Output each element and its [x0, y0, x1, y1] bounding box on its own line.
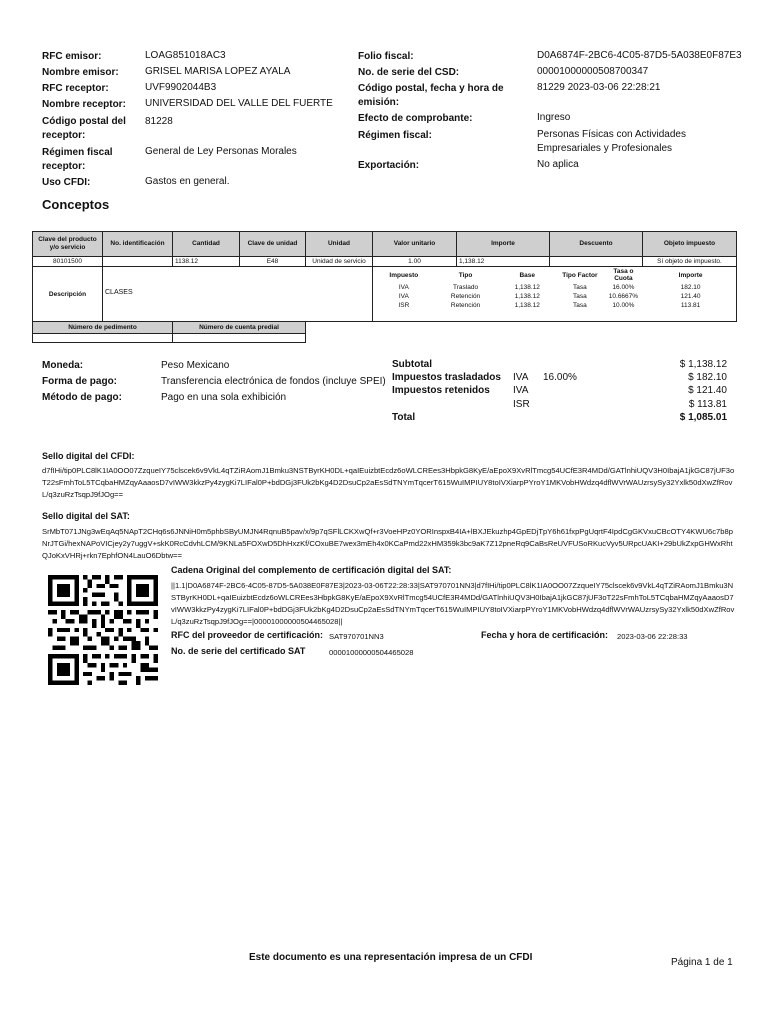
folio-fiscal-value: D0A6874F-2BC6-4C05-87D5-5A038E0F87E3 [537, 50, 742, 61]
imp-header-base: Base [519, 271, 536, 279]
imp-header-importe: Importe [678, 271, 703, 279]
rfc-emisor-value: LOAG851018AC3 [145, 50, 226, 61]
retenidos-iva-value: $ 121.40 [688, 385, 727, 396]
pedimento-value [33, 334, 173, 343]
impuestos-concepto-cell [373, 267, 737, 322]
regimen-fiscal-line1: Personas Físicas con Actividades [537, 129, 686, 140]
descripcion-value: CLASES [103, 267, 373, 322]
serie-csd-value: 00001000000508700347 [537, 66, 649, 77]
folio-fiscal-label: Folio fiscal: [358, 51, 414, 62]
trasladados-value: $ 182.10 [688, 372, 727, 383]
cp-receptor-value: 81228 [145, 116, 173, 127]
imp-cell: 182.10 [680, 284, 701, 291]
subtotal-label: Subtotal [392, 359, 432, 370]
cp-fecha-label: Código postal, fecha y hora de emisión: [358, 83, 504, 108]
header-clave-unidad: Clave de unidad [240, 232, 306, 257]
imp-cell: IVA [398, 284, 409, 291]
imp-cell: Tasa [573, 284, 587, 291]
conceptos-header-row [33, 232, 737, 257]
cell-unidad: Unidad de servicio [306, 257, 373, 267]
table-row [373, 301, 736, 310]
footer-leyenda: Este documento es una representación impresa de un CFDI [249, 952, 533, 963]
total-label: Total [392, 412, 416, 423]
regimen-fiscal-label: Régimen fiscal: [358, 130, 432, 141]
imp-cell: Retención [450, 293, 481, 300]
rfc-emisor-label: RFC emisor: [42, 51, 102, 62]
pedimento-header-row [33, 322, 737, 334]
metodo-pago-value: Pago en una sola exhibición [161, 392, 287, 403]
cell-descuento [550, 257, 643, 267]
pedimento-label: Número de pedimento [33, 322, 173, 334]
nombre-emisor-label: Nombre emisor: [42, 67, 119, 78]
efecto-label: Efecto de comprobante: [358, 113, 473, 124]
sello-sat-text: SrMbT071JNg3wEqAq5NApT2CHq6s6JNNiH0m5phbSByUMJN4RqnuB5pav/x/9p7qSFlLCKXwQf+r3VoeHPz0YORInspxB4IA+lBXJEkuzhp4GpEDjTpY6h61fxpPgUqrtF4IpdCgGKVxuCBcOTY4KWU6c7b8pNrJTGi/hexNAPoVICjey2y7uggV+skK0RcCdvhLCM/9KNLa5FOXwD5DhHxzKf/COxuBE7wex3mEh4x0KCaPmd22xHM359k3bc9aK7Z12pneRq9CaBsReUVFUSoRKucVyv5URpcUAKI+29bUkZxpGHWxRhtQJoKxVHRj+rkn7EphfON4LauO6Dbtw== [42, 527, 733, 560]
cell-importe: 1,138.12 [457, 257, 550, 267]
page-number: Página 1 de 1 [671, 957, 733, 968]
regimen-receptor-label: Régimen fiscal receptor: [42, 147, 113, 172]
imp-cell: Retención [450, 302, 481, 309]
efecto-value: Ingreso [537, 112, 571, 123]
nombre-receptor-label: Nombre receptor: [42, 99, 126, 110]
serie-csd-label: No. de serie del CSD: [358, 67, 460, 78]
cell-cantidad: 1138.12 [173, 257, 240, 267]
cell-clave-producto: 80101500 [33, 257, 103, 267]
subtotal-value: $ 1,138.12 [679, 359, 727, 370]
imp-cell: Tasa [573, 293, 587, 300]
imp-cell: 10.6667% [608, 293, 639, 300]
rfc-receptor-value: UVF9902044B3 [145, 82, 217, 93]
uso-cfdi-value: Gastos en general. [145, 176, 230, 187]
imp-cell: Traslado [453, 284, 479, 291]
total-value: $ 1,085.01 [679, 412, 727, 423]
cadena-original-text: ||1.1|D0A6874F-2BC6-4C05-87D5-5A038E0F87E3|2023-03-06T22:28:33|SAT970701NN3|d7fIHi/tip0PLC8lK1IA0OO07ZzqueIY75clscek6v9VkL4qTZiRAomJ1Bmku3NSTByrKH0DL+qaIEuizbtEcdz6oWLCREes3HbpkG8KyE/aEpoX9XvRlTmcg54UCfE3R4MDd/GATlnhiUQV3H0IbajA1jkGC87jUF3oT22sFmhToL5TCqbaHMZqyAaaosD7vIWW3kkzPy4zygKi7LIFal0P+bdDGj3FUk2bKg4D2DsuCp2aEsSdTNYmTqcerT615WuIMPIUY8toIVXiarpPYroY1MKVobHWdzq4dflWVrWAUzrsySy32Yxlk50dXwZfRovL/q3zuRzTsqpJ9fJOg==|00001000000504465028|| [171, 581, 735, 626]
nombre-emisor-value: GRISEL MARISA LOPEZ AYALA [145, 66, 291, 77]
exportacion-value: No aplica [537, 159, 579, 170]
cell-objeto-impuesto: Sí objeto de impuesto. [643, 257, 737, 267]
rfc-receptor-label: RFC receptor: [42, 83, 109, 94]
serie-certificado-label: No. de serie del certificado SAT [171, 646, 306, 656]
header-descuento: Descuento [550, 232, 643, 257]
trasladados-tasa: 16.00% [543, 372, 577, 383]
table-row [33, 257, 737, 267]
imp-cell: 1,138.12 [514, 284, 540, 291]
forma-pago-label: Forma de pago: [42, 376, 118, 387]
fecha-certificacion-label: Fecha y hora de certificación: [481, 630, 609, 640]
impuestos-trasladados-label: Impuestos trasladados [392, 372, 501, 383]
impuestos-concepto-table [373, 267, 736, 310]
uso-cfdi-label: Uso CFDI: [42, 177, 91, 188]
rfc-certificacion-label: RFC del proveedor de certificación: [171, 630, 324, 640]
sello-cfdi-title: Sello digital del CFDI: [42, 451, 135, 461]
descripcion-label: Descripción [33, 267, 103, 322]
imp-cell: 16.00% [612, 284, 635, 291]
cell-clave-unidad: E48 [240, 257, 306, 267]
header-objeto-impuesto: Objeto impuesto [643, 232, 737, 257]
imp-cell: ISR [398, 302, 410, 309]
forma-pago-value: Transferencia electrónica de fondos (incluye SPEI) [161, 376, 386, 387]
serie-certificado-value: 00001000000504465028 [329, 648, 414, 657]
impuestos-retenidos-label: Impuestos retenidos [392, 385, 490, 396]
cell-valor-unitario: 1.00 [373, 257, 457, 267]
table-row [373, 292, 736, 301]
impuestos-header-row [373, 267, 736, 283]
imp-cell: 1,138.12 [514, 302, 540, 309]
cadena-original-title: Cadena Original del complemento de certificación digital del SAT: [171, 565, 452, 575]
cp-receptor-label: Código postal del receptor: [42, 116, 126, 141]
imp-cell: Tasa [573, 302, 587, 309]
sello-sat-title: Sello digital del SAT: [42, 511, 130, 521]
header-valor-unitario: Valor unitario [373, 232, 457, 257]
cuenta-predial-value [173, 334, 306, 343]
imp-header-impuesto: Impuesto [389, 271, 419, 279]
imp-cell: 113.81 [680, 302, 701, 309]
cuenta-predial-label: Número de cuenta predial [173, 322, 306, 334]
regimen-fiscal-line2: Empresariales y Profesionales [537, 143, 673, 154]
regimen-receptor-value: General de Ley Personas Morales [145, 146, 297, 157]
header-clave-producto: Clave del producto y/o servicio [33, 232, 103, 257]
moneda-label: Moneda: [42, 360, 84, 371]
fecha-certificacion-value: 2023-03-06 22:28:33 [617, 632, 688, 641]
imp-cell: 121.40 [680, 293, 701, 300]
imp-cell: 10.00% [612, 302, 635, 309]
conceptos-title: Conceptos [42, 197, 110, 212]
sello-cfdi-text: d7fIHi/tip0PLC8lK1IA0OO07ZzqueIY75clscek6v9VkL4qTZiRAomJ1Bmku3NSTByrKH0DL+qaIEuizbtEcdz6oWLCREes3HbpkG8KyE/aEpoX9XvRlTmcg54UCfE3R4MDd/GATlnhiUQV3H0IbajA1jkGC87jUF3oT22sFmhToL5TCqbaHMZqyAaaosD7vIWW3kkzPy4zygKi7LIFal0P+bdDGj3FUk2bKg4D2DsuCp2aEsSdTNYmTqcerT615WuIMPIUY8toIVXiarpPYroY1MKVobHWdzq4dflWVrWAUzrsySy32Yxlk50dXwZfRovL/q3zuRzTsqpJ9fJOg== [42, 466, 735, 499]
imp-cell: IVA [398, 293, 409, 300]
trasladados-impuesto: IVA [513, 372, 529, 383]
rfc-certificacion-value: SAT970701NN3 [329, 632, 384, 641]
retenidos-iva-impuesto: IVA [513, 385, 529, 396]
imp-header-tipo-factor: Tipo Factor [562, 271, 598, 279]
conceptos-table [32, 231, 737, 343]
metodo-pago-label: Método de pago: [42, 392, 122, 403]
table-row [373, 283, 736, 292]
moneda-value: Peso Mexicano [161, 360, 230, 371]
header-cantidad: Cantidad [173, 232, 240, 257]
imp-cell: 1,138.12 [514, 293, 540, 300]
retenidos-isr-value: $ 113.81 [688, 399, 727, 410]
imp-header-tasa-cuota: Tasa o Cuota [613, 268, 634, 282]
pedimento-value-row [33, 334, 737, 343]
header-unidad: Unidad [306, 232, 373, 257]
cell-no-identificacion [103, 257, 173, 267]
header-no-identificacion: No. identificación [103, 232, 173, 257]
header-importe: Importe [457, 232, 550, 257]
imp-header-tipo: Tipo [458, 271, 473, 279]
qr-code-icon [48, 575, 158, 685]
exportacion-label: Exportación: [358, 160, 420, 171]
retenidos-isr-impuesto: ISR [513, 399, 530, 410]
descripcion-row [33, 267, 737, 322]
nombre-receptor-value: UNIVERSIDAD DEL VALLE DEL FUERTE [145, 98, 333, 109]
cp-fecha-value: 81229 2023-03-06 22:28:21 [537, 82, 661, 93]
